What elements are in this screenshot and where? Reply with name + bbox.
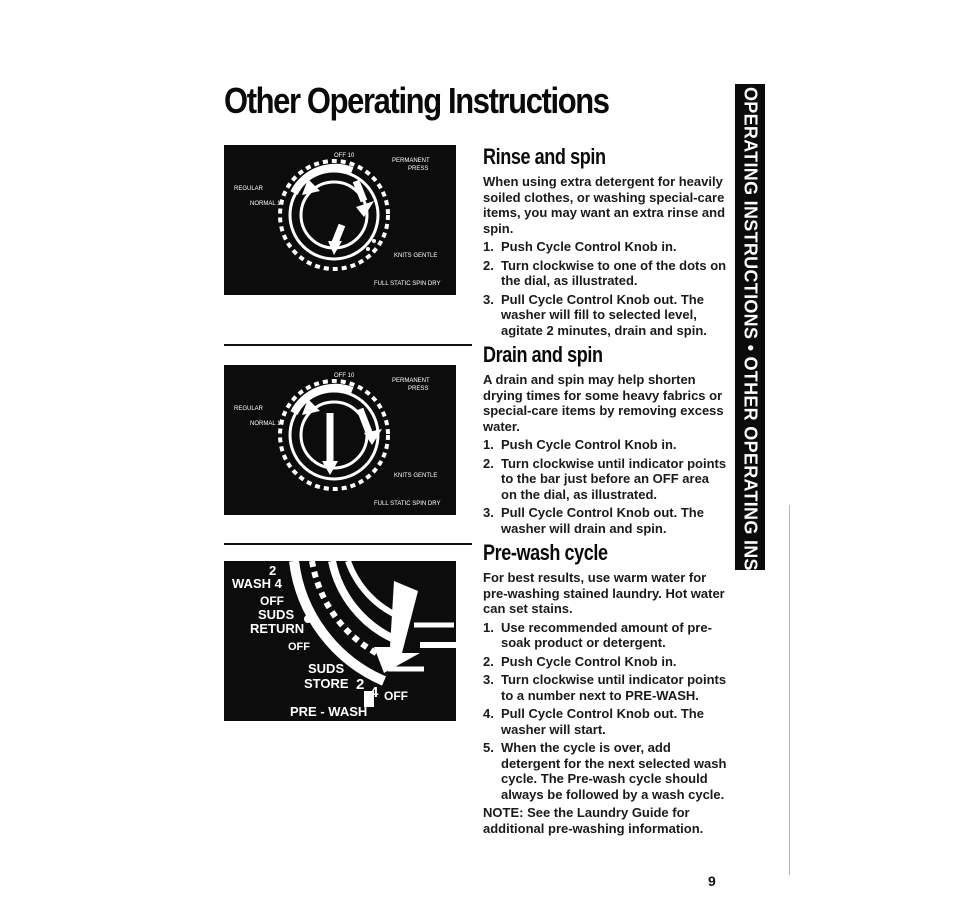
- prewash-label-wash: WASH 4: [232, 576, 282, 591]
- dial-label-permanent: PERMANENT: [392, 378, 430, 384]
- step-text: When the cycle is over, add detergent for the next selected wash cycle. The Pre-wash cycle should always be followed by a wash cycle.: [501, 740, 727, 802]
- prewash-label-2: 2: [269, 563, 277, 578]
- step-number: 5.: [483, 740, 494, 755]
- step-item: [483, 456, 728, 503]
- step-item: [483, 654, 728, 670]
- step-number: 3.: [483, 291, 494, 307]
- prewash-label-off: OFF: [260, 594, 284, 608]
- prewash-graphic: [224, 561, 456, 721]
- step-text: Pull Cycle Control Knob out. The washer will start.: [501, 706, 704, 737]
- step-text: Pull Cycle Control Knob out. The washer will fill to selected level, agitate 2 minutes, drain and spin.: [501, 291, 707, 338]
- dial-label-knits: KNITS GENTLE: [394, 473, 438, 479]
- prewash-label-off-2: OFF: [288, 641, 310, 653]
- dial-label-bottom: FULL STATIC SPIN DRY: [374, 281, 441, 287]
- section-title: Pre-wash cycle: [483, 540, 608, 565]
- step-number: 1.: [483, 239, 494, 254]
- step-item: [483, 505, 728, 536]
- prewash-label-return: RETURN: [250, 621, 305, 636]
- prewash-label-suds: SUDS: [258, 607, 295, 622]
- dial-label-regular: REGULAR: [234, 406, 264, 412]
- section-title: Rinse and spin: [483, 144, 606, 169]
- step-item: [483, 620, 728, 651]
- prewash-label-store: STORE: [304, 676, 349, 691]
- margin-line: [789, 505, 790, 875]
- step-number: 2.: [483, 455, 494, 471]
- step-list: [483, 239, 728, 338]
- step-text: Push Cycle Control Knob in.: [501, 653, 677, 669]
- dial-label-regular: REGULAR: [234, 186, 264, 192]
- prewash-dial-illustration: [224, 561, 456, 721]
- step-text: Push Cycle Control Knob in.: [501, 437, 677, 452]
- step-item: [483, 437, 728, 453]
- step-text: Turn clockwise to one of the dots on the dial, as illustrated.: [501, 257, 727, 288]
- step-item: [483, 740, 728, 802]
- dial-graphic: [224, 365, 456, 515]
- step-item: [483, 706, 728, 737]
- step-number: 1.: [483, 619, 494, 635]
- step-item: [483, 239, 728, 255]
- section-intro: For best results, use warm water for pre-washing stained laundry. Hot water can set stains.: [483, 570, 725, 616]
- section-pre-wash-cycle: [483, 540, 728, 836]
- prewash-label-prewash: PRE - WASH: [290, 704, 368, 719]
- step-item: [483, 672, 728, 703]
- note-label: NOTE:: [483, 805, 524, 820]
- step-number: 2.: [483, 257, 494, 273]
- prewash-label-n4: 4: [370, 684, 379, 701]
- dial-label-press: PRESS: [408, 166, 429, 172]
- section-drain-and-spin: [483, 342, 728, 539]
- page-number: 9: [708, 873, 716, 889]
- side-tab-label: OPERATING INSTRUCTIONS • OTHER OPERATING INSTRUCTIONS: [740, 87, 761, 679]
- step-list: [483, 620, 728, 803]
- rinse-spin-dial-illustration: [224, 145, 456, 295]
- note: [483, 805, 728, 836]
- note-text: See the Laundry Guide for additional pre-washing information.: [483, 805, 704, 836]
- step-item: [483, 258, 728, 289]
- section-intro: A drain and spin may help shorten drying times for some heavy fabrics or special-care items by removing excess water.: [483, 372, 724, 434]
- dial-label-normal: NORMAL 10: [250, 421, 284, 427]
- dial-label-top: OFF 10: [334, 153, 355, 159]
- step-text: Push Cycle Control Knob in.: [501, 239, 677, 254]
- section-rinse-and-spin: [483, 144, 728, 341]
- step-number: 4.: [483, 706, 494, 721]
- step-text: Turn clockwise until indicator points to a number next to PRE-WASH.: [501, 672, 727, 703]
- prewash-label-off-3: OFF: [384, 689, 408, 703]
- dial-label-permanent: PERMANENT: [392, 158, 430, 164]
- side-section-tab: [735, 84, 765, 679]
- divider-rule-1: [224, 344, 472, 346]
- drain-spin-dial-illustration: [224, 365, 456, 515]
- step-number: 3.: [483, 672, 494, 687]
- page-title: Other Operating Instructions: [224, 80, 609, 121]
- prewash-label-n2: 2: [356, 676, 365, 693]
- divider-rule-2: [224, 543, 472, 545]
- section-title: Drain and spin: [483, 342, 603, 367]
- step-text: Turn clockwise until indicator points to the bar just before an OFF area on the dial, as illustrated.: [501, 455, 727, 502]
- step-number: 1.: [483, 437, 494, 452]
- step-text: Use recommended amount of pre-soak product or detergent.: [501, 619, 712, 650]
- prewash-label-suds-2: SUDS: [308, 661, 345, 676]
- dial-graphic: [224, 145, 456, 295]
- dial-label-press: PRESS: [408, 386, 429, 392]
- step-list: [483, 437, 728, 536]
- dial-label-knits: KNITS GENTLE: [394, 253, 438, 259]
- dial-label-top: OFF 10: [334, 373, 355, 379]
- step-number: 2.: [483, 653, 494, 669]
- step-number: 3.: [483, 505, 494, 520]
- dial-label-bottom: FULL STATIC SPIN DRY: [374, 501, 441, 507]
- section-intro: When using extra detergent for heavily soiled clothes, or washing special-care items, you may want an extra rinse and spin.: [483, 174, 726, 236]
- dial-label-normal: NORMAL 10: [250, 201, 284, 207]
- step-text: Pull Cycle Control Knob out. The washer will drain and spin.: [501, 505, 704, 536]
- step-item: [483, 292, 728, 339]
